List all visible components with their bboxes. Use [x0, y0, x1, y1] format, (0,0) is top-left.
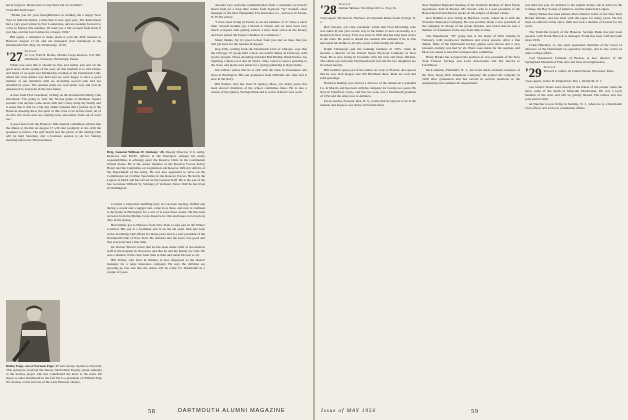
- left-footer: [0, 406, 313, 420]
- class-secretary-label: Secretary: [24, 50, 37, 54]
- paragraph: Bob Stevens, our class president, writes that Fred Kirsching, who was taken ill last year on the way to his home, is now recovering at a hospital in New Jersey. Fred was born in 1905 and has long been active in the class. He plans to attend the reunion this summer if he is able and sends his thanks to all who wrote to him during his illness.: [320, 25, 416, 46]
- class-secretary-address: Edward L. Gibbs, 45 Central Street, Worcester, Mass.: [543, 69, 615, 74]
- left-column-2: [107, 202, 205, 402]
- caption-bold: Ridley Page, son of Norman Page '27: [6, 364, 59, 368]
- general-portrait-photo: [107, 2, 205, 147]
- paragraph: Ewart Archer, Forester, Rye, N. Y., writes that he expects to be at the reunion and hopes to see many old friends there.: [320, 98, 416, 107]
- class-secretary-address: Lt. Col. Fred B. Bolles, Marine Corps Reserve, Fort Sill, Oklahoma; Treasurer, Harrisburg, Penna.: [24, 52, 101, 61]
- col1-top-text: [6, 3, 101, 47]
- paragraph: Bill Felton, who lives in Omaha, is now employed as the district manager for a large insurance company. He says the children are growing up fast and that the oldest will be ready for Dartmouth in a couple of years.: [107, 258, 205, 275]
- class-number: '27: [6, 50, 23, 64]
- paragraph: Ben Ditzler got to Hanover from New York to take part in the Winter Carnival. His son is a freshman and is on the ski team. Ben has been active in Outing Club affairs for many years and is a past president of the Dartmouth Club of New York. He remarks that the snow was good and that everyone had a fine time.: [107, 223, 205, 244]
- paragraph: Harrison Reiling was elected a director of the American Cyanamid Co. in March, and has been with the company for twenty-two years. He lives in Stamford, Conn., and has two sons, one a Dartmouth graduate of 1954 and the other now at Amherst.: [320, 81, 416, 98]
- right-column-3: [525, 3, 622, 403]
- paragraph: was held last year. In addition to her regular duties, she is active in the College, the Boy Scouts of America, and the American Legion.: [525, 3, 622, 12]
- page-number: 59: [471, 408, 479, 415]
- caption-bold: Brig. General William W. Stickney '28,: [107, 150, 165, 154]
- paragraph: never forgot it. Bessie tries to stay there but we wouldn't...: [6, 3, 84, 7]
- paragraph: Many thanks, Sy; it's good to hear from you and we hope that you will get back for the reunion in August.: [211, 37, 307, 46]
- paragraph: Dick Jenkins, Plainfield, N. J., has been made assistant treasurer of the New Jersey Bell Telephone Company. He joined the company in 1929 after graduation and has served in several positions in the engineering and commercial departments.: [422, 68, 520, 85]
- paragraph: Carl Woodward, formerly of Boston, is now director of the Springfield Museum of Fine Arts and lives in Longmeadow.: [525, 56, 622, 65]
- paragraph: The Yorkville branch of the Hanover Savings Bank has just been opened, with Frank Hiscock as manager. Frank has been with the bank since 1936.: [525, 29, 622, 42]
- paragraph: Murry Barker has been named chief editorial writer of the New York Herald Tribune, and has been with the paper for many years. He has been an editorial writer since 1946 and won a number of awards for his work.: [525, 12, 622, 29]
- col1-body: [6, 63, 101, 142]
- magazine-name: DARTMOUTH ALUMNI MAGAZINE: [178, 408, 286, 414]
- paragraph: Another very welcome communication from a classmate we haven't heard from for a long time comes from Seymour "Sy" Sarnoff, sales manager of the New Hampshire Fire Insurance Co., and now in Exeter, N. H. He writes:: [211, 3, 307, 20]
- paragraph: Jim Gilbert writes that he is still with the bank in Providence and lives in Barrington. His son graduated from Williams last June and is now in the Navy.: [211, 68, 307, 81]
- portrait-image: [107, 2, 205, 147]
- hockey-player-caption: [6, 364, 102, 384]
- hockey-player-photo: [6, 300, 60, 362]
- right-page: [315, 0, 628, 420]
- paragraph: Ken Hamlin is now living in Hartford, Conn., where he is with the Travelers Insurance Company. He was recently made a vice president of the company, in charge of the group division, and writes that he sees a number of classmates in the area from time to time.: [422, 16, 520, 33]
- class-secretary-address: Osmun Skinner, Van Dyke Oil Co. Troy, Pa.: [338, 5, 397, 10]
- paragraph: From Bill Kellerman:: [6, 8, 36, 13]
- paragraph: "I have been living in Exeter as an old member of '27 since a short time. Several months ago I moved to Exeter and we have been very much occupied with getting settled. I have been active in the Rotary and have joined the Exeter Chamber of Commerce.": [211, 20, 307, 37]
- paragraph: Bill Palmer, who has lived in Quincy, Mass., for many years, has been elected chairman of the school committee there. He is also a trustee of the Quincy Savings Bank and is active in Red Cross work.: [211, 81, 307, 94]
- paragraph: Lee Jones's Notes were mostly in the hands of the printer when the news came of the death of Malcolm MacKenzie. He was a loyal member of the class and will be greatly missed. His widow and two sons survive him.: [525, 84, 622, 101]
- hockey-image: [6, 300, 60, 362]
- col3-tail: [525, 79, 622, 110]
- class-secretary-label: Secretary: [543, 66, 556, 70]
- paragraph: Rog Ellis, writing from the Dartmouth Club of Chicago, says that the Chicago '27 group held a most successful dinner in February, with twelve present. Those attending included Bud Hadley, Hank Parker, Joe Spurling, Chuck Lord and Al Weiss. They voted to send a greeting to the class, and plans were made for a spring gathering at Rog's home.: [211, 47, 307, 68]
- paragraph: Frank Hinckley, Jr., has been appointed chairman of the board of directors of the Dartmouth Co-operative Society, and is also active in other college affairs.: [525, 42, 622, 56]
- right-column-2: [422, 3, 520, 403]
- paragraph: A good note from the Hanover 30th reunion committee advises that the dinner at the Inn on August 17 will start promptly at six, with the speakers to follow. The golf match and the picnic at the Outing Club will be held Saturday, and a business session is set for Sunday morning before the final luncheon.: [6, 122, 101, 143]
- left-page: [0, 0, 313, 420]
- col1-body: [320, 16, 416, 107]
- issue-line: Issue of MAY 1956: [321, 408, 377, 414]
- paragraph: Cracked a somewhat shuffling forty in Colorado Springs, fluffed one during a recent and a rugged rain, came in at three, and now is confined to his home at Barrington for a rest of at least three weeks. He has been on leave from the Marine Corps Reserve for this and hopes to be back on duty in the spring.: [107, 202, 205, 223]
- right-column-1: [320, 3, 416, 403]
- caption-text: Deputy Director, U.S. Army, Reserves and ROTC Affairs at the Pentagon. Among his many responsibilities is advising upon the Reserve Units in the Continental United States. He is the senior member of the Reserve Forces Policy Board and the Committee on Legislation and Reserve Officers' Affairs of the Department of the Army. He was also appointed to serve on the Commission on Civilian Specialists in the Reserve Forces. He holds the Legion of Merit and has served on the General Staff. He is the son of the late Governor William W. Stickney of Vermont. Since 1949 he has lived in Washington.: [107, 150, 205, 191]
- right-footer: [315, 406, 628, 420]
- paragraph: A note from Fred Greenleaf, writing on the Dartmouth Outing Club letterhead: 'I'm going to visit the NCAA game at Madison Square Garden. Can anyone come down with me? I may bring my family and it looks like it will be a big day. Other remarks that I picked up at the Hanover meeting show the spirit of this class to be in fine form; all of us who live in the area are coming back, and plenty from out of town too.': [6, 92, 101, 121]
- general-portrait-caption: [107, 150, 205, 190]
- class-number: '29: [525, 66, 542, 80]
- class-number: '28: [320, 3, 337, 16]
- paragraph: Bill Gamble spent part of the winter on a trip to Florida, and reports that he saw Jack Rogers and Jim Burnham there. Both are well and send greetings.: [320, 68, 416, 81]
- paragraph: Ralph Thompson quit the banking business in 1955, when he became a director of the United States Plywood Company in New York. He is now living in Scarsdale with his wife and three children. The oldest son will enter Dartmouth next fall and the two daughters are in school nearby.: [320, 46, 416, 67]
- paragraph: Al Dutcher is now living in Summit, N. J., where he is a Dartmouth Club officer and active in community affairs.: [525, 102, 622, 111]
- paragraph: Dr. Robert Brown writes that he has been made chief of the medical staff at the hospital in Worcester and that he and his family are well. He sees a number of the class from time to time and sends his best to all.: [107, 244, 205, 257]
- paragraph: Harry Barker has accepted the position of vice-president of the New York Federal Savings and Loan Association and has moved to Larchmont.: [422, 55, 520, 68]
- paragraph: New England Regional meeting of the National Institute of Real Estate Appraisers, held in Boston. Mr. Sewell, who is a past president of the Boston Real Estate Board, spoke on the subject of market values.: [422, 3, 520, 16]
- caption-text: and varsity captain as Norwich. This spring he received the Dewey McFadden Trophy, given annually to the hockey player who has contributed the most to the team. He hopes to enter Dartmouth in the fall. He is a grandson of William Page '95, hockey coach and one of the early Hanover skaters.: [6, 364, 102, 385]
- paragraph: Class Agent, Herman K. Hoehner, 49 Glendale Road, South Orange, N. J.: [320, 16, 416, 25]
- left-column-3: [211, 3, 307, 403]
- paragraph: Class Agent, James B. Kirkpatrick, Box 1, Westfield, N. J.: [525, 79, 603, 84]
- paragraph: When you read this it should be fine and balmy and and all the good news in the spring of the year. At this moment it is still winter, and many of us spent last Wednesday evening at the Dartmouth Club, where the class dinner was held and we were happy to have a good number of our members with us, including several who had not attended in years. The reunion plans are well under way and will be announced to everyone in the near future.: [6, 63, 101, 92]
- paragraph: Bill again, a reminder to make plans to join the 30th reunion in Hanover August 17-19, and our inaugural class luncheons at the Dartmouth Club, May 14, Wednesday, 12:30.: [6, 34, 101, 47]
- page-number: 58: [148, 408, 156, 415]
- class-heading-27: [6, 50, 101, 63]
- paragraph: "Thank you for your thoughtfulness in wishing me a happy New Year in mid-December, a time that is now ages past. The Kellermans had a very good winter in Fort Lauderdale, and are looking forward to a trip to Europe this summer. I'll send you a full account from Paris if you like, and my best wishes for a happy 1956.": [6, 13, 101, 34]
- paragraph: The Manchester "28" group met at the home of Dick Jenkins in February, with twenty-two members and wives present. After a fine dinner, films of the Dartmouth hockey games were shown and a very pleasant evening was had by all. Plans were made for the reunion, and Dick was asked to head the transportation committee.: [422, 33, 520, 54]
- class-heading-28: [320, 3, 416, 16]
- class-heading-29: [525, 66, 622, 79]
- class-secretary-label: Secretary: [338, 3, 351, 6]
